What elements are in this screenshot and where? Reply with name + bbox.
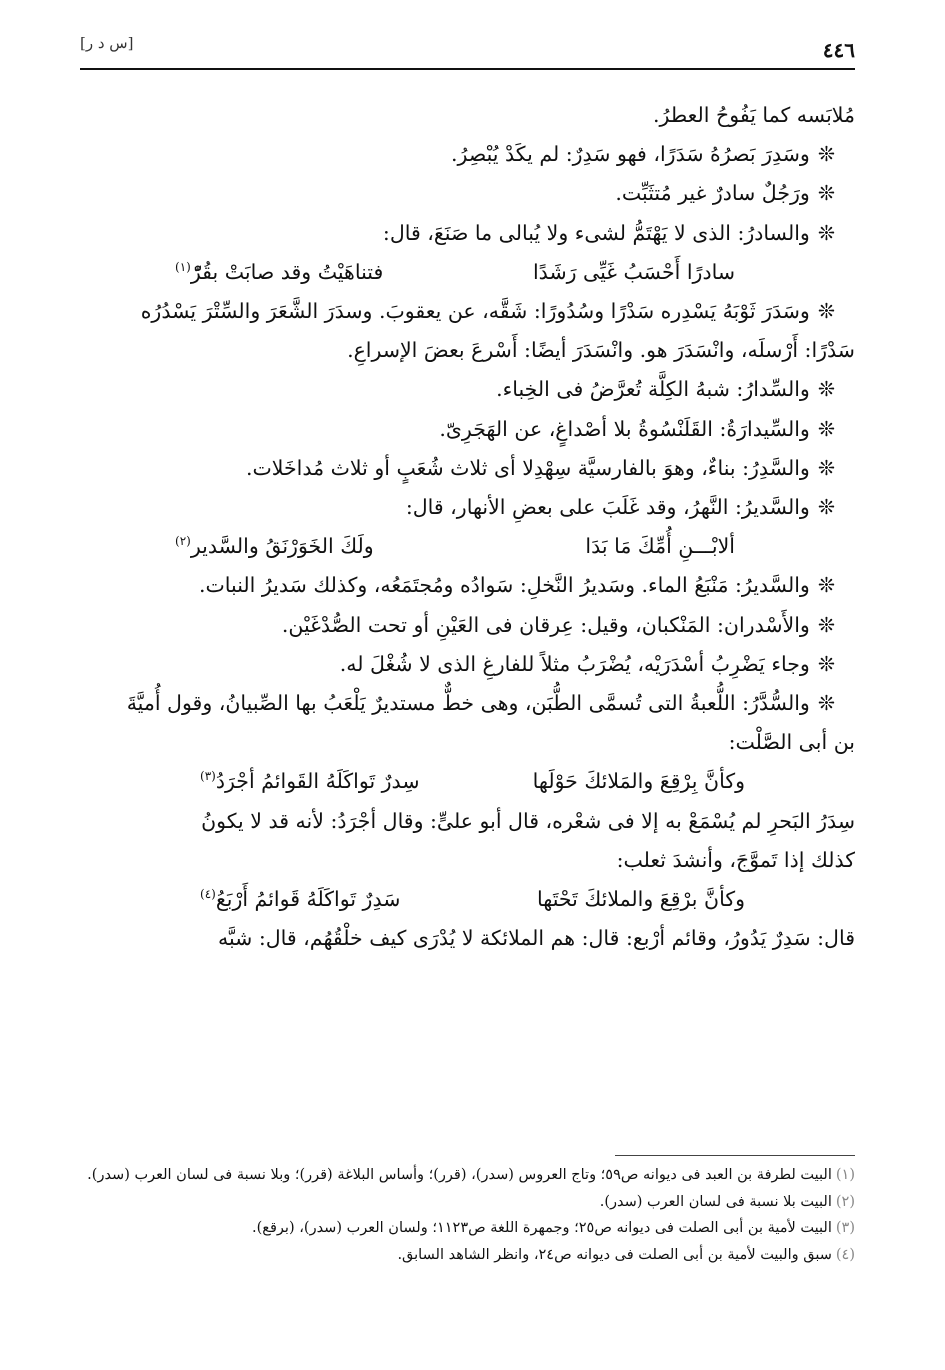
verse-hemistich: ولَكَ الخَوَرْنَقُ والسَّدير$^{(٢)}$ bbox=[175, 534, 374, 559]
footnote-divider bbox=[615, 1155, 855, 1156]
page bbox=[80, 28, 855, 958]
footnote: (١)البيت لطرفة بن العبد فى ديوانه ص٥٩؛ وتاج العروس (سدر)، (قرر)؛ وأساس البلاغة (قرر)؛ وبلا نسبة فى لسان العرب (سدر). bbox=[87, 1167, 855, 1183]
footnote: (٤)سبق والبيت لأمية بن أبى الصلت فى ديوانه ص٢٤، وانظر الشاهد السابق. bbox=[397, 1246, 855, 1263]
footnote-number: (٤) bbox=[835, 1246, 855, 1263]
entry-line: ❊والسُّدَّرُ: اللُّعبةُ التى تُسمَّى الطُّبَن، وهى خطٌّ مستديرٌ يَلْعَبُ بها الصِّبيانُ، وقول أُميَّةَ bbox=[126, 691, 835, 716]
text-line: قال: سَدِرٌ يَدُورُ، وقائم أرْبع: قال: هم الملائكة لا يُدْرَى كيف خلْقُهُم، قال: شبَّه bbox=[217, 926, 855, 951]
section-label: [س د ر] bbox=[80, 34, 134, 52]
entry-line: ❊والسَّديرُ: مَنْبَعُ الماء. وسَديرُ النَّخلِ: سَوادُه ومُجتَمَعُه، وكذلك سَديرُ النبات. bbox=[198, 573, 835, 598]
footnote-ref: (٣) bbox=[200, 769, 216, 784]
entry-line: ❊والسِّيدارَةُ: القَلَنْسُوةُ بلا أصْداغٍ، عن الهَجَرِىّ. bbox=[439, 416, 835, 441]
entry-line: ❊والسادرُ: الذى لا يَهْتَمُّ لشىء ولا يُبالى ما صَنَعَ، قال: bbox=[382, 220, 835, 245]
footnote-ref: (١) bbox=[175, 259, 191, 274]
bullet-icon: ❊ bbox=[817, 455, 835, 480]
bullet-icon: ❊ bbox=[817, 651, 835, 676]
entry-line: ❊والسَّدِرُ: بناءٌ، وهوَ بالفارسيَّة سِهْدِلا أى ثلاث شُعَبٍ أو ثلاث مُداخَلات. bbox=[245, 455, 835, 480]
page-number: ٤٤٦ bbox=[822, 38, 855, 62]
bullet-icon: ❊ bbox=[817, 220, 835, 245]
verse-hemistich: وكأنَّ برْقِعَ والملائكَ تَحْتَها bbox=[537, 887, 745, 912]
entry-line: ❊والأَسْدران: المَنْكبان، وقيل: عِرقان فى العَيْنِ أو تحت الصُّدْغَيْن. bbox=[281, 612, 835, 637]
entry-line: ❊والسِّدارُ: شبهُ الكِلَّة تُعرَّضُ فى الخِباء. bbox=[496, 377, 835, 402]
entry-line: ❊ورَجُلٌ سادرٌ غير مُتثَبِّت. bbox=[615, 181, 835, 206]
bullet-icon: ❊ bbox=[817, 612, 835, 637]
entry-line: ❊وسَدِرَ بَصرُهُ سَدَرًا، فهو سَدِرٌ: لم يكَدْ يُبْصِرُ. bbox=[451, 142, 835, 167]
footnote-number: (٢) bbox=[835, 1193, 855, 1210]
verse-line bbox=[80, 880, 855, 919]
bullet-icon: ❊ bbox=[817, 691, 835, 716]
bullet-icon: ❊ bbox=[817, 142, 835, 167]
verse-hemistich: وكأنَّ بِرْقِعَ والمَلائكَ حَوْلَها bbox=[532, 769, 745, 794]
bullet-icon: ❊ bbox=[817, 495, 835, 520]
verse-hemistich: سادرًا أَحْسَبُ غَيِّى رَشَدًا bbox=[532, 259, 735, 284]
footnote: (٢)البيت بلا نسبة فى لسان العرب (سدر). bbox=[599, 1193, 855, 1210]
entry-line: ❊وجاء يَضْرِبُ أسْدَرَيْه، يُضْرَبُ مثلاً للفارغِ الذى لا شُغْلَ له. bbox=[339, 651, 835, 676]
bullet-icon: ❊ bbox=[817, 299, 835, 324]
verse-hemistich: ألابْـــنِ أُمِّكَ مَا بَدَا bbox=[585, 534, 735, 559]
text-line: سِدَرُ البَحرِ لم يُسْمَعْ به إلا فى شعْره، قال أبو علىٍّ: وقال أجْرَدُ: لأنه قد لا يكونُ bbox=[201, 808, 855, 833]
footnote-ref: (٢) bbox=[175, 534, 191, 549]
verse-hemistich: فتناهَيْتُ وقد صابَتْ بقُرّْ$^{(١)}$ bbox=[175, 259, 384, 284]
text-line: سَدْرًا: أَرْسلَه، وانْسَدَرَ هو. وانْسَدَرَ أيضًا: أَسْرعَ بعضَ الإسراعِ. bbox=[347, 338, 855, 363]
verse-hemistich: سِدرٌ تَواكَلَهُ القَوائمُ أجْرَدُ$^{(٣)}$ bbox=[200, 769, 420, 794]
text-line: مُلابَسه كما يَفُوحُ العطرُ. bbox=[653, 103, 855, 127]
bullet-icon: ❊ bbox=[817, 377, 835, 402]
entry-line: ❊والسَّديرُ: النَّهرُ، وقد غَلَبَ على بعضِ الأنهار، قال: bbox=[405, 495, 835, 520]
page-header bbox=[80, 28, 855, 70]
bullet-icon: ❊ bbox=[817, 573, 835, 598]
footnote-number: (١) bbox=[835, 1167, 855, 1183]
footnote: (٣)البيت لأمية بن أبى الصلت فى ديوانه ص٢٥؛ وجمهرة اللغة ص١١٢٣؛ ولسان العرب (سدر)، (برقع). bbox=[252, 1220, 855, 1236]
verse-line bbox=[80, 762, 855, 801]
bullet-icon: ❊ bbox=[817, 416, 835, 441]
main-text bbox=[80, 96, 855, 958]
verse-hemistich: سَدِرٌ تَواكَلَهُ قَوائمُ أَرْبَعُ$^{(٤)}$ bbox=[200, 887, 401, 912]
verse-line bbox=[80, 253, 855, 292]
text-line: بن أبى الصَّلْت: bbox=[728, 730, 855, 755]
verse-line bbox=[80, 527, 855, 566]
text-line: كذلك إذا تَموَّجَ، وأنشدَ ثعلب: bbox=[616, 847, 855, 872]
entry-line: ❊وسَدَرَ ثَوْبَهُ يَسْدِره سَدْرًا وسُدُورًا: شَقَّه، عن يعقوبَ. وسدَرَ الشَّعَرَ والسِّتْرَ يَسْدُرُه bbox=[140, 299, 835, 324]
footnote-ref: (٤) bbox=[200, 887, 216, 902]
bullet-icon: ❊ bbox=[817, 181, 835, 206]
footnotes bbox=[80, 1155, 855, 1268]
footnote-number: (٣) bbox=[835, 1220, 855, 1236]
